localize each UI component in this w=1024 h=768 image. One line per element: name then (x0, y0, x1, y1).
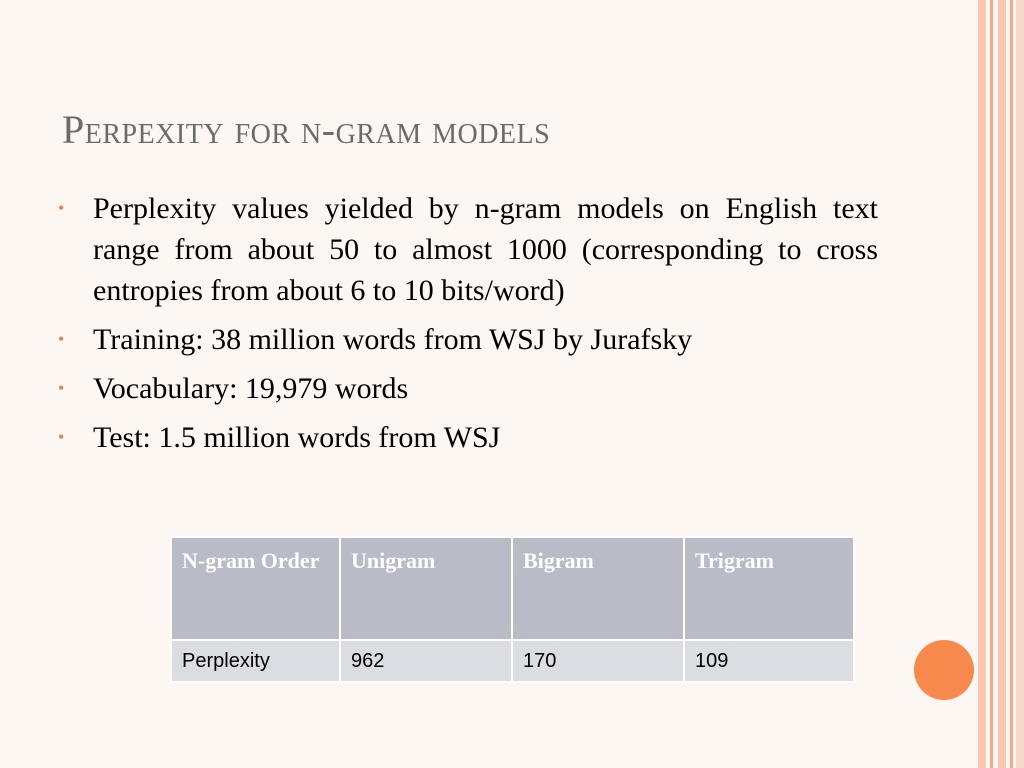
table-row (171, 640, 854, 682)
table-cell: Perplexity (171, 640, 340, 682)
decorative-stripe (978, 0, 986, 768)
decorative-stripe (998, 0, 1006, 768)
table-header-cell: N-gram Order (171, 537, 340, 640)
table-cell: 109 (684, 640, 854, 682)
bullet-icon: • (58, 378, 65, 398)
decorative-stripe (990, 0, 993, 768)
bullet-item (58, 417, 878, 458)
bullet-icon: • (58, 198, 65, 218)
bullet-item (58, 368, 878, 409)
bullet-icon: • (58, 329, 65, 349)
bullet-text: Test: 1.5 million words from WSJ (93, 421, 501, 454)
bullet-list (58, 188, 878, 466)
table-header-row (171, 537, 854, 640)
table-cell: 962 (340, 640, 512, 682)
table-header-cell: Bigram (512, 537, 684, 640)
decorative-circle (914, 640, 974, 700)
decorative-stripe (1010, 0, 1013, 768)
bullet-item (58, 188, 878, 311)
table-header-cell: Unigram (340, 537, 512, 640)
bullet-item (58, 319, 878, 360)
slide-title: Perpexity for n-gram models (62, 107, 551, 152)
bullet-text: Training: 38 million words from WSJ by Jurafsky (93, 323, 693, 356)
decorative-stripe (1016, 0, 1024, 768)
bullet-icon: • (58, 427, 65, 447)
table-header-cell: Trigram (684, 537, 854, 640)
bullet-text: Vocabulary: 19,979 words (93, 372, 409, 405)
perplexity-table-container (170, 536, 855, 683)
bullet-text: Perplexity values yielded by n-gram models on English text range from about 50 to almost 1000 (corresponding to cross entropies from about 6 to 10 bits/word) (93, 192, 878, 307)
table-cell: 170 (512, 640, 684, 682)
perplexity-table (170, 536, 855, 683)
